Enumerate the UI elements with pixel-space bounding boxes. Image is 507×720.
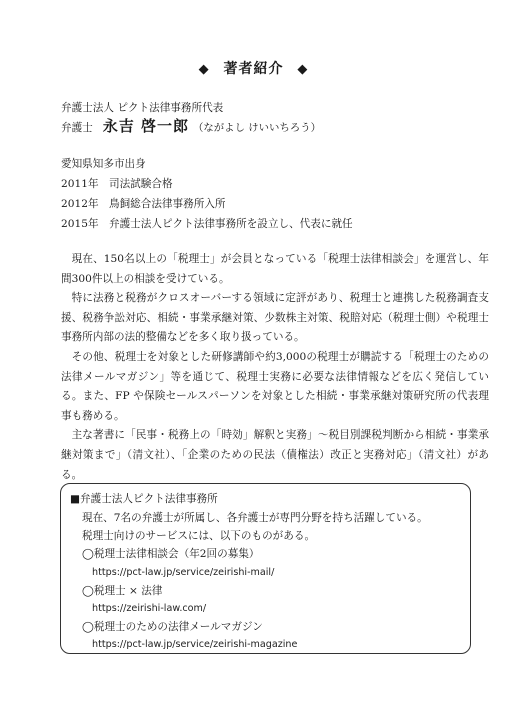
history-event: 弁護士法人ピクト法律事務所を設立し、代表に就任 (109, 218, 353, 230)
bio-paragraph: 現在、150名以上の「税理士」が会員となっている「税理士法律相談会」を運営し、年間300件以上の相談を受けている。 (61, 253, 489, 285)
service-label: ◯税理士法律相談会（年2回の募集） (82, 548, 260, 560)
bio-paragraph: その他、税理士を対象とした研修講師や約3,000の税理士が購読する「税理士のための法律メールマガジン」等を通じて、税理士実務に必要な法律情報などを広く発信している。また、FP や保険セールスパーソンを対象とした相続・事業承継対策研究所の代表理事も務める。 (61, 350, 489, 422)
service-link[interactable]: https://pct-law.jp/service/zeirishi-mail/ (92, 567, 275, 578)
diamond-icon: ◆ (297, 62, 309, 77)
history-year: 2011年 (61, 178, 99, 190)
firm-line: 税理士向けのサービスには、以下のものがある。 (82, 530, 316, 542)
history-event: 司法試験合格 (109, 178, 173, 190)
profile-origin: 愛知県知多市出身 (61, 158, 146, 170)
section-heading (0, 58, 507, 78)
history-year: 2015年 (61, 218, 99, 230)
profile-role: 弁護士 (61, 122, 93, 134)
profile-reading: （ながよし けいいちろう） (193, 122, 322, 134)
diamond-icon: ◆ (198, 62, 210, 77)
profile-name: 永吉 啓一郎 (102, 117, 190, 135)
history-event: 鳥飼総合法律事務所入所 (109, 198, 226, 210)
firm-title: ■弁護士法人ピクト法律事務所 (70, 493, 218, 505)
heading-title: 著者紹介 (223, 61, 284, 77)
service-label: ◯税理士 × 法律 (82, 585, 163, 597)
history-item (61, 177, 173, 191)
firm-info-box (60, 483, 471, 654)
profile-org: 弁護士法人 ピクト法律事務所代表 (61, 102, 224, 114)
history-year: 2012年 (61, 198, 99, 210)
profile-name-line (61, 119, 321, 135)
history-item (61, 217, 353, 231)
bio-paragraph: 特に法務と税務がクロスオーバーする領域に定評があり、税理士と連携した税務調査支援、税務争訟対応、相続・事業承継対策、少数株主対策、税賠対応（税理士側）や税理士事務所内部の法的整備などを多く取り扱っている。 (61, 292, 489, 344)
bio-paragraph: 主な著書に「民事・税務上の「時効」解釈と実務」〜税目別課税判断から相続・事業承継対策まで」（清文社）、「企業のための民法（債権法）改正と実務対応」（清文社）がある。 (61, 429, 489, 481)
service-link[interactable]: https://zeirishi-law.com/ (92, 603, 207, 614)
service-label: ◯税理士のための法律メールマガジン (82, 621, 263, 633)
firm-line: 現在、7名の弁護士が所属し、各弁護士が専門分野を持ち活躍している。 (82, 512, 428, 524)
history-item (61, 197, 226, 211)
bio-section (61, 250, 489, 485)
service-link[interactable]: https://pct-law.jp/service/zeirishi-magazine (92, 639, 298, 650)
